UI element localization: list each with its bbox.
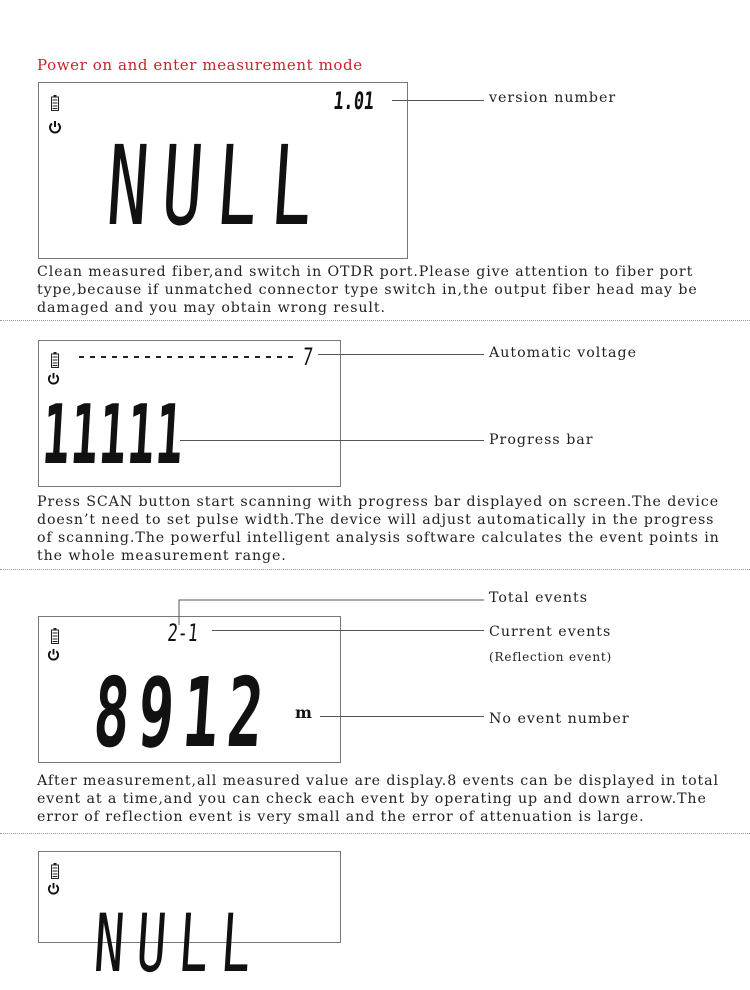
lcd-panel-progress	[38, 340, 341, 487]
divider	[0, 833, 750, 834]
description-2-line-2: doesn’t need to set pulse width.The device will adjust automatically in the progress	[37, 512, 715, 528]
description-1-line-3: damaged and you may obtain wrong result.	[37, 300, 386, 316]
battery-icon	[51, 352, 59, 368]
event-counter: 2-1	[166, 619, 200, 647]
divider	[0, 320, 750, 321]
description-3-line-1: After measurement,all measured value are display.8 events can be displayed in total	[37, 773, 719, 789]
description-3-line-2: event at a time,and you can check each event by operating up and down arrow.The	[37, 791, 707, 807]
lcd-panel-events	[38, 616, 341, 769]
label-version-number: version number	[489, 90, 617, 106]
label-no-event-number: No event number	[489, 711, 630, 727]
distance-readout: 8912	[90, 657, 276, 769]
power-icon	[48, 120, 62, 134]
voltage-dash-bar	[79, 355, 297, 359]
leader-no-event	[320, 716, 484, 717]
leader-version	[392, 100, 484, 101]
distance-unit: m	[295, 703, 312, 722]
power-icon	[47, 372, 60, 385]
battery-icon	[51, 863, 59, 879]
power-icon	[47, 648, 60, 661]
battery-icon	[51, 628, 59, 644]
label-reflection-event: (Reflection event)	[489, 650, 612, 664]
label-current-events: Current events	[489, 624, 612, 640]
voltage-readout: 7	[301, 343, 315, 371]
lcd-panel-null-2	[38, 851, 341, 990]
null-display-2: NULL	[91, 897, 267, 990]
description-1-line-2: type,because if unmatched connector type switch in,the output fiber head may be	[37, 282, 698, 298]
label-progress-bar: Progress bar	[489, 432, 594, 448]
leader-voltage	[318, 354, 484, 355]
section-title: Power on and enter measurement mode	[37, 56, 363, 74]
version-readout: 1.01	[332, 87, 376, 115]
lcd-panel-null	[38, 82, 408, 259]
leader-current-events	[212, 630, 484, 631]
leader-progress	[180, 440, 484, 441]
description-3-line-3: error of reflection event is very small and the error of attenuation is large.	[37, 809, 645, 825]
power-icon	[47, 882, 60, 895]
battery-icon	[51, 95, 59, 111]
description-1-line-1: Clean measured fiber,and switch in OTDR port.Please give attention to fiber port	[37, 264, 694, 280]
label-automatic-voltage: Automatic voltage	[489, 345, 637, 361]
divider	[0, 569, 750, 570]
progress-bar-segments: 11111	[39, 388, 187, 483]
description-2-line-4: the whole measurement range.	[37, 548, 287, 564]
null-display: NULL	[103, 122, 331, 250]
description-2-line-1: Press SCAN button start scanning with progress bar displayed on screen.The device	[37, 494, 720, 510]
leader-total-events	[176, 597, 486, 627]
label-total-events: Total events	[489, 590, 589, 606]
description-2-line-3: of scanning.The powerful intelligent analysis software calculates the event points in	[37, 530, 720, 546]
